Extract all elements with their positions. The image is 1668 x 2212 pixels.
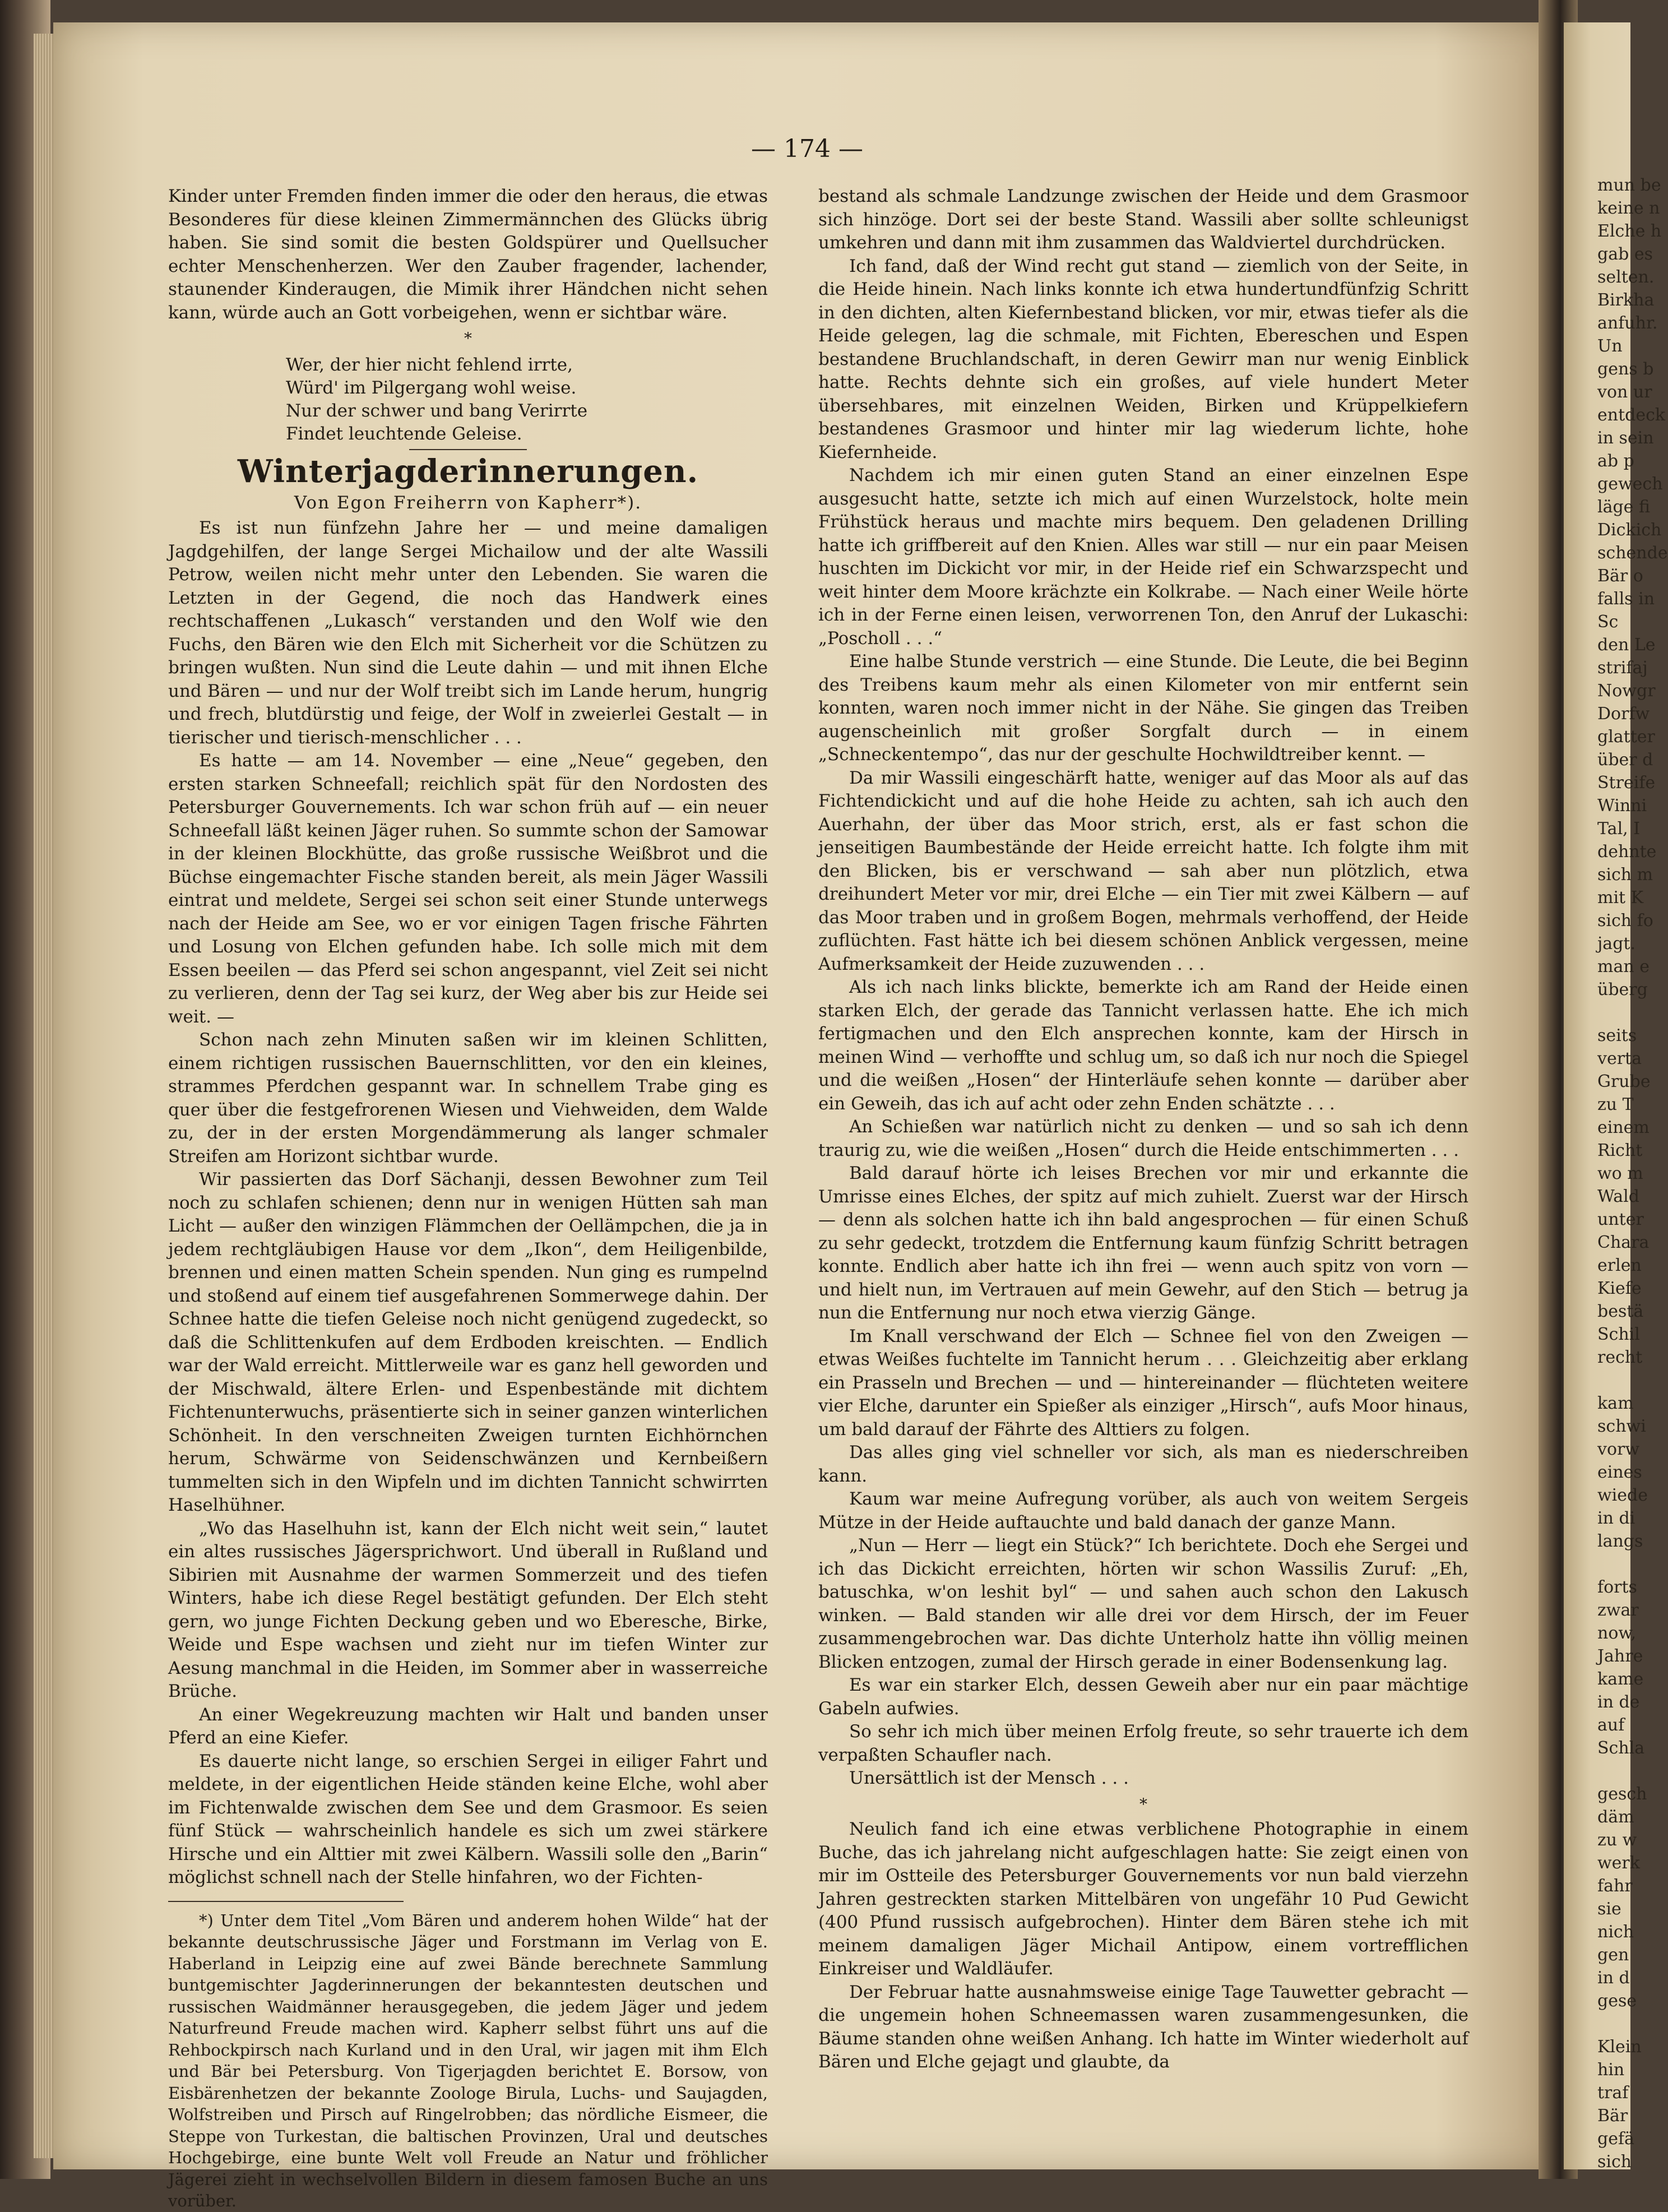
next-page-line-fragment: Bär o: [1597, 566, 1643, 586]
intro-paragraph: Kinder unter Fremden finden immer die oder den heraus, die etwas Besonderes für diese kleinen Zimmermännchen des Glücks übrig haben. Sie sind somit die besten Goldspürer und Quellsucher echter Menschenherzen. Wer den Zauber fragender, lachender, staunender Kinderaugen, die Mimik ihrer Händchen nicht sehen kann, würde auch an Gott vorbeigehen, wenn er sichtbar wäre.: [168, 186, 768, 323]
article-paragraph: Es hatte — am 14. November — eine „Neue“ gegeben, den ersten starken Schneefall; reichlich spät für den Nordosten des Petersburger Gouvernements. Ich war schon früh auf — ein neuer Schneefall läßt keinen Jäger ruhen. So summte schon der Samowar in der kleinen Blockhütte, das große russische Weißbrot und die Büchse eingemachter Fische standen bereit, als mein Jäger Wassili eintrat und meldete, Sergei sei schon seit einer Stunde unterwegs nach der Heide am See, wo er vor einigen Tagen frische Fährten und Losung von Elchen gefunden habe. Ich solle mich mit dem Essen beeilen — das Pferd sei schon angespannt, viel Zeit sei nicht zu verlieren, denn der Tag sei kurz, der Weg aber bis zur Heide sei weit. —: [168, 751, 768, 1027]
next-page-line-fragment: wo m: [1597, 1164, 1643, 1183]
article-paragraph: „Nun — Herr — liegt ein Stück?“ Ich berichtete. Doch ehe Sergei und ich das Dickicht erreichten, hörten wir schon Wassilis Zuruf: „Eh, batuschka, w'on leshit byl“ — und sahen auch schon den Lakusch winken. — Bald standen wir alle drei vor dem Hirsch, der im Feuer zusammengebrochen war. Das dichte Unterholz hatte ihn völlig meinen Blicken entzogen, zumal der Hirsch gerade in einer Bodensenkung lag.: [818, 1535, 1468, 1672]
article-paragraph: Ich fand, daß der Wind recht gut stand — ziemlich von der Seite, in die Heide hinein. Nach links konnte ich etwa hundertundfünfzig Schritt in den dichten, alten Kiefernbestand blicken, vor mir, etwas tiefer als die Heide gelegen, lag die schmale, mit Fichten, Ebereschen und Espen bestandene Bruchlandschaft, in deren Gewirr man nur wenig Einblick hatte. Rechts dehnte sich ein großes, auf viele hundert Meter übersehbares, mit einzelnen Weiden, Birken und Krüppelkiefern bestandenes Grasmoor und hinter mir lag wiederum lichte, hohe Kiefernheide.: [818, 256, 1468, 462]
next-page-edge: [1564, 22, 1668, 2172]
article-paragraph: „Wo das Haselhuhn ist, kann der Elch nicht weit sein,“ lautet ein altes russisches Jägersprichwort. Und überall in Rußland und Sibirien mit Ausnahme der warmen Sommerzeit und des tiefen Winters, habe ich diese Regel bestätigt gefunden. Der Elch steht gern, wo junge Fichten Deckung geben und wo Eberesche, Birke, Weide und Espe wachsen und zieht nur im tiefen Winter zur Aesung manchmal in die Heiden, im Sommer aber in wasserreiche Brüche.: [168, 1518, 768, 1701]
right-column: [818, 185, 1468, 2074]
next-page-line-fragment: strifaj: [1597, 658, 1648, 678]
next-page-lines: [1564, 22, 1668, 2173]
next-page-line-fragment: Kiefe: [1597, 1279, 1642, 1298]
poem-line: Nur der schwer und bang Verirrte: [286, 400, 588, 421]
article-paragraph: Es dauerte nicht lange, so erschien Sergei in eiliger Fahrt und meldete, in der eigentlichen Heide ständen keine Elche, wohl aber im Fichtenwalde zwischen dem See und dem Grasmoor. Es seien fünf Stück — wahrscheinlich handele es sich um zwei stärkere Hirsche und ein Alttier mit zwei Kälbern. Wassili solle den „Barin“ möglichst schnell nach der Stelle hinfahren, wo der Fichten-: [168, 1751, 768, 1887]
next-page-line-fragment: ab p: [1597, 451, 1634, 471]
next-page-line-fragment: dehnte: [1597, 842, 1657, 862]
next-page-line-fragment: erlen: [1597, 1256, 1642, 1275]
next-page-line-fragment: Wald: [1597, 1187, 1639, 1206]
next-page-line-fragment: zu w: [1597, 1830, 1637, 1850]
footnote-text: *) Unter dem Titel „Vom Bären und anderem hohen Wilde“ hat der bekannte deutschrussische Jäger und Forstmann im Verlag von E. Haberland in Leipzig eine auf zwei Bände berechnete Sammlung buntgemischter Jagderinnerungen der bekanntesten deutschen und russischen Waidmänner herausgegeben, die jedem Jäger und jedem Naturfreund Freude machen wird. Kapherr selbst führt uns auf die Rehbockpirsch nach Kurland und in den Ural, wir jagen mit ihm Elch und Bär bei Petersburg. Von Tigerjagden berichtet E. Borsow, von Eisbärenhetzen der bekannte Zoologe Birula, Luchs- und Saujagden, Wolfstreiben und Pirsch auf Ringelrobben; das nördliche Eismeer, die Steppe von Turkestan, die baltischen Provinzen, Ural und deutsches Hochgebirge, eine bunte Welt voll Freude an Natur und fröhlicher Jägerei zieht in wechselvollen Bildern in diesem famosen Buche an uns vorüber.: [168, 1910, 768, 2210]
next-page-line-fragment: man e: [1597, 957, 1650, 977]
next-page-line-fragment: den Le: [1597, 635, 1656, 655]
article-paragraph: Eine halbe Stunde verstrich — eine Stunde. Die Leute, die bei Beginn des Treibens kaum mehr als einen Kilometer von mir entfernt sein konnten, waren noch immer nicht in der Nähe. Sie gingen das Treiben augenscheinlich mit großer Sorgfalt durch — in einem „Schneckentempo“, das nur der geschulte Hochwildtreiber kennt. —: [818, 651, 1468, 765]
next-page-line-fragment: Streife: [1597, 773, 1656, 793]
article-byline: Von Egon Freiherrn von Kapherr*).: [294, 492, 642, 513]
next-page-line-fragment: Dickich: [1597, 520, 1662, 540]
next-page-line-fragment: von ur: [1597, 382, 1652, 402]
next-page-line-fragment: werk: [1597, 1853, 1640, 1873]
next-page-line-fragment: in sein: [1597, 428, 1654, 448]
page-edges: [34, 34, 56, 2158]
separator-star: *: [464, 329, 472, 348]
next-page-line-fragment: Klein: [1597, 2037, 1642, 2057]
next-page-line-fragment: sich m: [1597, 865, 1653, 885]
next-page-line-fragment: vorw: [1597, 1440, 1640, 1459]
poem-line: Findet leuchtende Geleise.: [286, 423, 522, 444]
next-page-line-fragment: [1564, 1553, 1630, 1576]
next-page-line-fragment: gese: [1597, 1991, 1637, 2011]
article-paragraph: Im Knall verschwand der Elch — Schnee fiel von den Zweigen — etwas Weißes fuchtelte im Tannicht herum . . . Gleichzeitig aber erklang ein Prasseln und Brechen — und — hintereinander — flüchteten weitere vier Elche, darunter ein Spießer als einziger „Hirsch“, aufs Moor hinaus, um bald darauf der Fährte des Alttiers zu folgen.: [818, 1326, 1468, 1440]
next-page-line-fragment: Bär: [1597, 2106, 1628, 2126]
next-page-line-fragment: in d: [1597, 1968, 1630, 1988]
next-page-line-fragment: Birkha: [1597, 290, 1655, 310]
next-page-line-fragment: [1564, 1760, 1630, 1783]
next-page-line-fragment: schende: [1597, 543, 1668, 563]
poem-line: Wer, der hier nicht fehlend irrte,: [286, 354, 573, 375]
next-page-line-fragment: falls in: [1597, 589, 1655, 609]
next-page-line-fragment: gens b: [1597, 359, 1654, 379]
article-paragraph: Der Februar hatte ausnahmsweise einige Tage Tauwetter gebracht — die ungemein hohen Schneemassen waren zusammengesunken, die Bäume standen ohne weißen Anhang. Ich hatte im Winter wiederholt auf Bären und Elche gejagt und glaubte, da: [818, 1982, 1468, 2072]
next-page-line-fragment: läge fi: [1597, 497, 1650, 517]
next-page-line-fragment: mit K: [1597, 888, 1644, 908]
article-paragraph: Neulich fand ich eine etwas verblichene Photographie in einem Buche, das ich jahrelang nicht aufgeschlagen hatte: Sie zeigt einen von mir im Ostteile des Petersburger Gouvernements vor nun bald vierzehn Jahren gestreckten starken Mittelbären von ungefähr 10 Pud Gewicht (400 Pfund russisch aufgebrochen). Hinter dem Bären stehe ich mit meinem damaligen Jäger Michail Antipow, einem vortrefflichen Einkreiser und Waldläufer.: [818, 1819, 1468, 1979]
next-page-line-fragment: unter: [1597, 1210, 1644, 1229]
next-page-line-fragment: wiede: [1597, 1486, 1648, 1505]
next-page-line-fragment: Grube: [1597, 1072, 1651, 1091]
next-page-line-fragment: Chara: [1597, 1233, 1650, 1252]
next-page-line-fragment: seits: [1597, 1026, 1637, 1045]
next-page-line-fragment: gewech: [1597, 474, 1663, 494]
next-page-line-fragment: anfuhr.: [1597, 313, 1658, 333]
next-page-line-fragment: [1564, 2012, 1630, 2035]
next-page-line-fragment: glatter: [1597, 727, 1655, 747]
next-page-line-fragment: Nowgr: [1597, 681, 1656, 701]
next-page-line-fragment: Schil: [1597, 1325, 1640, 1344]
article-paragraph: Es ist nun fünfzehn Jahre her — und meine damaligen Jagdgehilfen, der lange Sergei Michailow und der alte Wassili Petrow, weilen nicht mehr unter den Lebenden. Sie waren die Letzten in der Gegend, die noch das Handwerk eines rechtschaffenen „Lukasch“ verstanden und den Wolf wie den Fuchs, den Bären wie den Elch mit Sicherheit vor die Schützen zu bringen wußten. Nun sind die Leute dahin — und mit ihnen Elche und Bären — und nur der Wolf treibt sich im Lande herum, hungrig und frech, blutdürstig und feige, der Wolf in zweierlei Gestalt — in tierischer und tierisch-menschlicher . . .: [168, 518, 768, 748]
next-page-line-fragment: jagt.: [1597, 934, 1635, 954]
article-paragraph: An Schießen war natürlich nicht zu denken — und so sah ich denn traurig zu, wie die weißen „Hosen“ durch die Heide entschimmerten . . .: [818, 1117, 1468, 1160]
next-page-line-fragment: überg: [1597, 980, 1648, 999]
next-page-line-fragment: gab es: [1597, 244, 1653, 264]
article-paragraph: Das alles ging viel schneller vor sich, als man es niederschreiben kann.: [818, 1442, 1468, 1486]
footnote-rule: [168, 1901, 404, 1902]
next-page-line-fragment: Schla: [1597, 1738, 1645, 1758]
next-page-line-fragment: sie: [1597, 1899, 1621, 1919]
next-page-line-fragment: über d: [1597, 750, 1653, 770]
next-page-line-fragment: nich: [1597, 1922, 1634, 1942]
next-page-line-fragment: einem: [1597, 1118, 1650, 1137]
article-paragraph: Es war ein starker Elch, dessen Geweih aber nur ein paar mächtige Gabeln aufwies.: [818, 1675, 1468, 1719]
article-paragraph: bestand als schmale Landzunge zwischen der Heide und dem Grasmoor sich hinzöge. Dort sei der beste Stand. Wassili aber sollte schleunigst umkehren und dann mit ihm zusammen das Waldviertel durchdrücken.: [818, 186, 1468, 253]
article-paragraph: Schon nach zehn Minuten saßen wir im kleinen Schlitten, einem richtigen russischen Bauernschlitten, vor den ein kleines, strammes Pferdchen gespannt war. In schnellem Trabe ging es quer über die festgefrorenen Wiesen und Viehweiden, dem Walde zu, der in der ersten Morgendämmerung als langer schmaler Streifen am Horizont sichtbar wurde.: [168, 1030, 768, 1167]
article-paragraph: Unersättlich ist der Mensch . . .: [849, 1768, 1129, 1788]
article-paragraph: Wir passierten das Dorf Sächanji, dessen Bewohner zum Teil noch zu schlafen schienen; denn nur in wenigen Hütten sah man Licht — außer den winzigen Flämmchen der Oellämpchen, die ja in jedem rechtgläubigen Hause vor dem „Ikon“, dem Heiligenbilde, brennen und einen matten Schein spenden. Nun ging es rumpelnd und stoßend auf einem tief ausgefahrenen Sommerwege dahin. Der Schnee hatte die tiefen Geleise noch nicht genügend zugedeckt, so daß die Schlittenkufen auf dem Erdboden kreischten. — Endlich war der Wald erreicht. Mittlerweile war es ganz hell geworden und der Mischwald, ältere Erlen- und Espenbestände mit dichtem Fichtenunterwuchs, präsentierte sich in seiner ganzen winterlichen Schönheit. In den verschneiten Zweigen turnten Eichhörnchen herum, Schwärme von Seidenschwänzen und Kernbeißern tummelten sich in den Wipfeln und im dichten Tannicht schwirrten Haselhühner.: [168, 1169, 768, 1515]
poem: [286, 354, 768, 446]
next-page-line-fragment: in di: [1597, 1508, 1635, 1528]
next-page-line-fragment: now,: [1597, 1623, 1637, 1643]
next-page-line-fragment: schwi: [1597, 1417, 1646, 1436]
next-page-line-fragment: verta: [1597, 1049, 1642, 1068]
next-page-line-fragment: [1564, 1001, 1630, 1024]
next-page-line-fragment: forts: [1597, 1577, 1637, 1597]
article-paragraph: Kaum war meine Aufregung vorüber, als auch von weitem Sergeis Mütze in der Heide auftauchte und bald danach der ganze Mann.: [818, 1489, 1468, 1533]
next-page-line-fragment: in de: [1597, 1692, 1640, 1712]
separator-star: *: [1139, 1794, 1147, 1813]
next-page-line-fragment: Sc: [1597, 612, 1619, 632]
next-page-line-fragment: entdeck: [1597, 405, 1666, 425]
next-page-line-fragment: selten.: [1597, 267, 1655, 287]
article-paragraph: Da mir Wassili eingeschärft hatte, weniger auf das Moor als auf das Fichtendickicht und auf die hohe Heide zu achten, sah ich auch den Auerhahn, der über das Moor strich, erst, als er fast schon die jenseitigen Baumbestände der Heide erreicht hatte. Ich folgte ihm mit den Blicken, bis er verschwand — sah aber nun plötzlich, etwa dreihundert Meter vor mir, drei Elche — ein Tier mit zwei Kälbern — auf das Moor traben und in großem Bogen, mehrmals verhoffend, der Heide zuflüchten. Fast hätte ich bei diesem schönen Anblick vergessen, meine Aufmerksamkeit der Heide zuzuwenden . . .: [818, 767, 1468, 974]
next-page-line-fragment: sich: [1597, 2152, 1632, 2172]
next-page-line-fragment: keine n: [1597, 198, 1660, 218]
left-column: [168, 185, 768, 2212]
next-page-line-fragment: zwar: [1597, 1600, 1639, 1620]
footnote: [168, 1910, 768, 2212]
next-page-line-fragment: bestä: [1597, 1302, 1644, 1321]
next-page-line-fragment: gesch: [1597, 1784, 1647, 1804]
next-page-line-fragment: auf: [1597, 1715, 1625, 1735]
article-title: Winterjagderinnerungen.: [237, 452, 699, 490]
next-page-line-fragment: Dorfw: [1597, 704, 1650, 724]
next-page-line-fragment: langs: [1597, 1531, 1643, 1551]
next-page-line-fragment: Un: [1597, 336, 1623, 356]
poem-line: Würd' im Pilgergang wohl weise.: [286, 377, 577, 398]
next-page-line-fragment: zu T: [1597, 1095, 1634, 1114]
next-page-line-fragment: Tal, I: [1597, 819, 1641, 839]
divider-rule: [409, 449, 527, 450]
next-page-line-fragment: gen: [1597, 1945, 1629, 1965]
article-paragraph: An einer Wegekreuzung machten wir Halt und banden unser Pferd an eine Kiefer.: [168, 1704, 768, 1748]
next-page-line-fragment: gefä: [1597, 2129, 1634, 2149]
next-page-line-fragment: hin: [1597, 2060, 1625, 2080]
article-paragraph: Nachdem ich mir einen guten Stand an einer einzelnen Espe ausgesucht hatte, setzte ich mich auf einen Wurzelstock, holte mein Frühstück heraus und machte mirs bequem. Den geladenen Drilling hatte ich griffbereit auf den Knien. Alles war still — nur ein paar Meisen huschten im Dickicht vor mir, in der Heide rief ein Schwarzspecht und weit hinter dem Moore krächzte ein Kolkrabe. — Nach einer Weile hörte ich in der Ferne einen leisen, verworrenen Ton, den Anruf der Lukaschi: „Poscholl . . .“: [818, 465, 1468, 649]
next-page-line-fragment: eines: [1597, 1463, 1642, 1482]
next-page-line-fragment: sich fo: [1597, 911, 1653, 931]
next-page-line-fragment: Winni: [1597, 796, 1647, 816]
next-page-line-fragment: kame: [1597, 1669, 1644, 1689]
next-page-line-fragment: traf: [1597, 2083, 1629, 2103]
page-number: — 174 —: [751, 135, 863, 163]
next-page-line-fragment: recht: [1597, 1348, 1643, 1367]
article-paragraph: So sehr ich mich über meinen Erfolg freute, so sehr trauerte ich dem verpaßten Schaufler nach.: [818, 1722, 1468, 1765]
next-page-line-fragment: Jahre: [1597, 1646, 1643, 1666]
next-page-line-fragment: fahr: [1597, 1876, 1633, 1896]
article-paragraph: Als ich nach links blickte, bemerkte ich am Rand der Heide einen starken Elch, der gerade das Tannicht verlassen hatte. Ehe ich mich fertigmachen und den Elch ansprechen konnte, kam der Hirsch in meinen Wind — verhoffte und schlug um, so daß ich nur noch die Spiegel und die weißen „Hosen“ der Hinterläufe sehen konnte — darüber aber ein Geweih, das ich auf acht oder zehn Enden schätzte . . .: [818, 977, 1468, 1114]
next-page-line-fragment: [1564, 1369, 1630, 1392]
next-page-line-fragment: däm: [1597, 1807, 1634, 1827]
next-page-line-fragment: kam: [1597, 1394, 1634, 1413]
next-page-line-fragment: Elche h: [1597, 221, 1662, 241]
next-page-line-fragment: Richt: [1597, 1141, 1643, 1160]
next-page-line-fragment: mun be: [1597, 175, 1661, 195]
article-paragraph: Bald darauf hörte ich leises Brechen vor mir und erkannte die Umrisse eines Elches, der spitz auf mich zuhielt. Zuerst war der Hirsch — denn als solchen hatte ich ihn bald angesprochen — für einen Schuß zu sehr gedeckt, trotzdem die Entfernung kaum fünfzig Schritt betragen konnte. Endlich aber hatte ich ihn frei — wenn auch spitz von vorn — und hielt nun, im Vertrauen auf mein Gewehr, auf den Stich — betrug ja nun die Entfernung nur noch etwa vierzig Gänge.: [818, 1163, 1468, 1323]
